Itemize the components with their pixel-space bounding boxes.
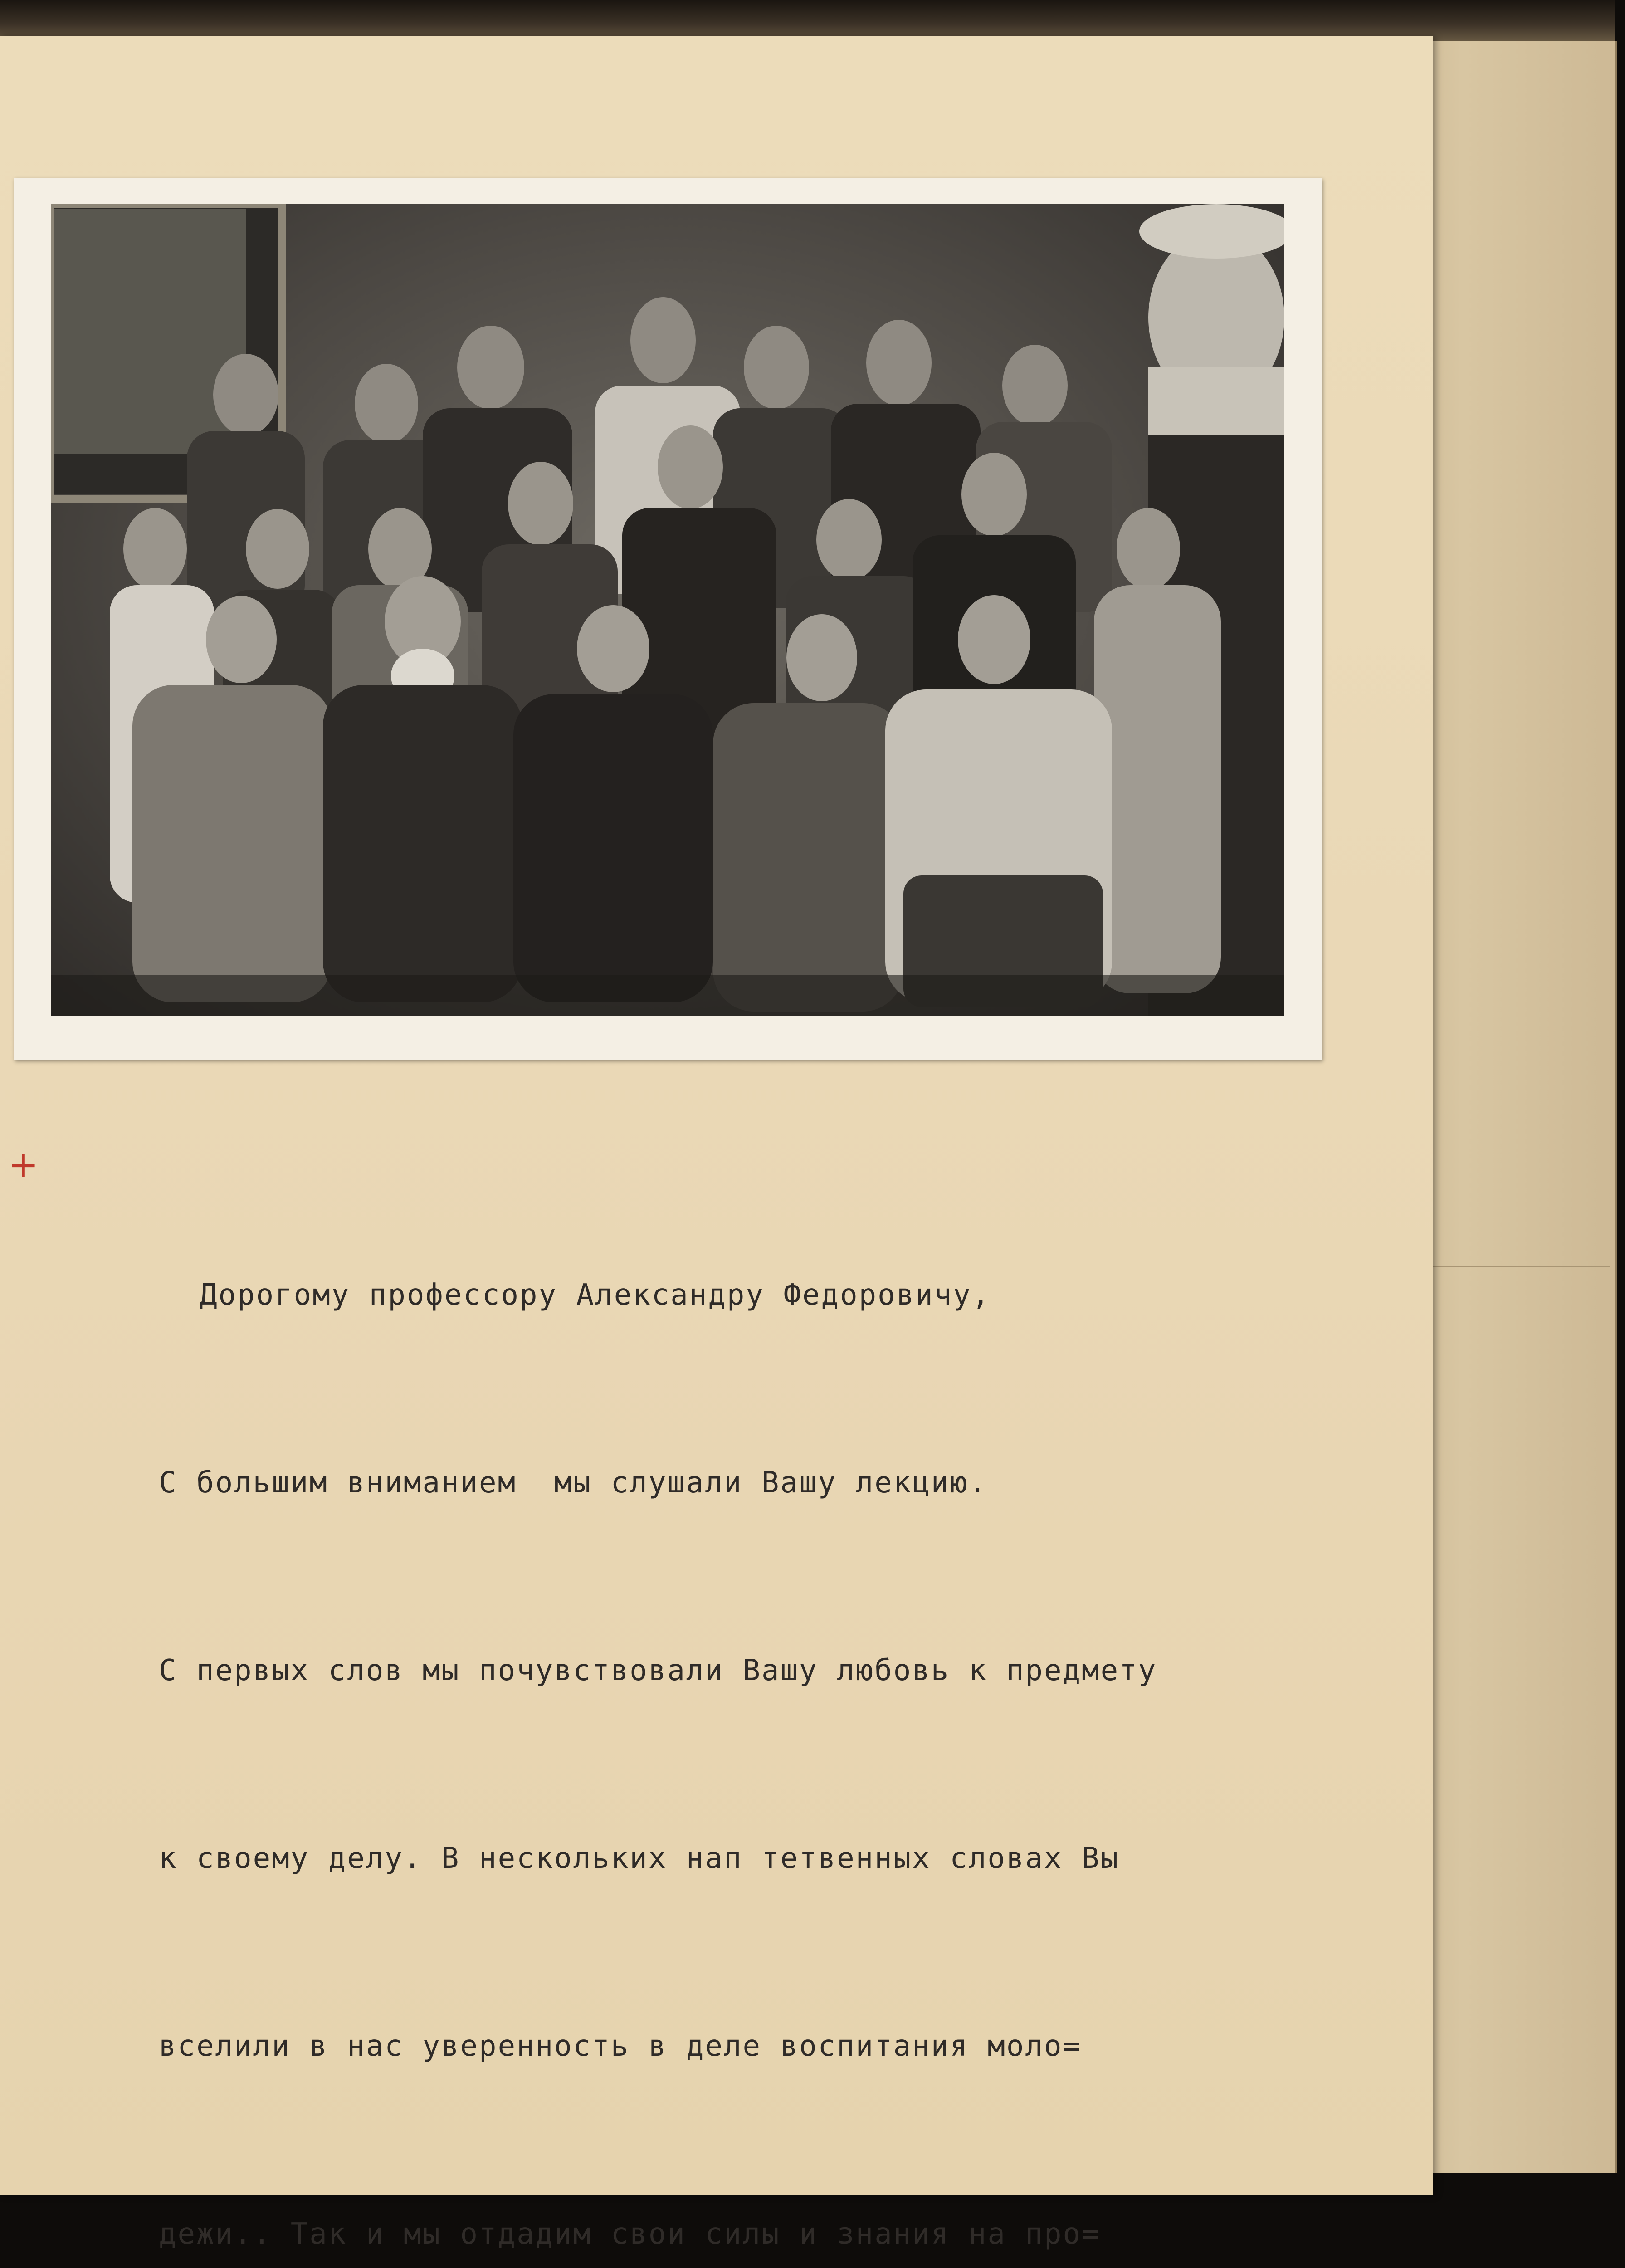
group-photo-illustration <box>51 204 1284 1016</box>
group-photograph <box>51 204 1284 1016</box>
typed-letter <box>159 1139 1302 2268</box>
letter-salutation: Дорогому профессору Александру Федоровичу, <box>200 1278 991 1312</box>
photo-mount <box>14 178 1322 1060</box>
letter-line: С большим вниманием мы слушали Вашу лекцию. <box>159 1466 988 1500</box>
red-cross-mark: + <box>8 1144 39 1186</box>
letter-line: дежи.. Так и мы отдадим свои силы и знания на про= <box>159 2217 1101 2251</box>
letter-line: вселили в нас уверенность в деле воспитания моло= <box>159 2029 1082 2063</box>
letter-line: С первых слов мы почувствовали Вашу любовь к предмету <box>159 1654 1157 1687</box>
letter-line: к своему делу. В нескольких нап тетвенных словах Вы <box>159 1842 1120 1875</box>
